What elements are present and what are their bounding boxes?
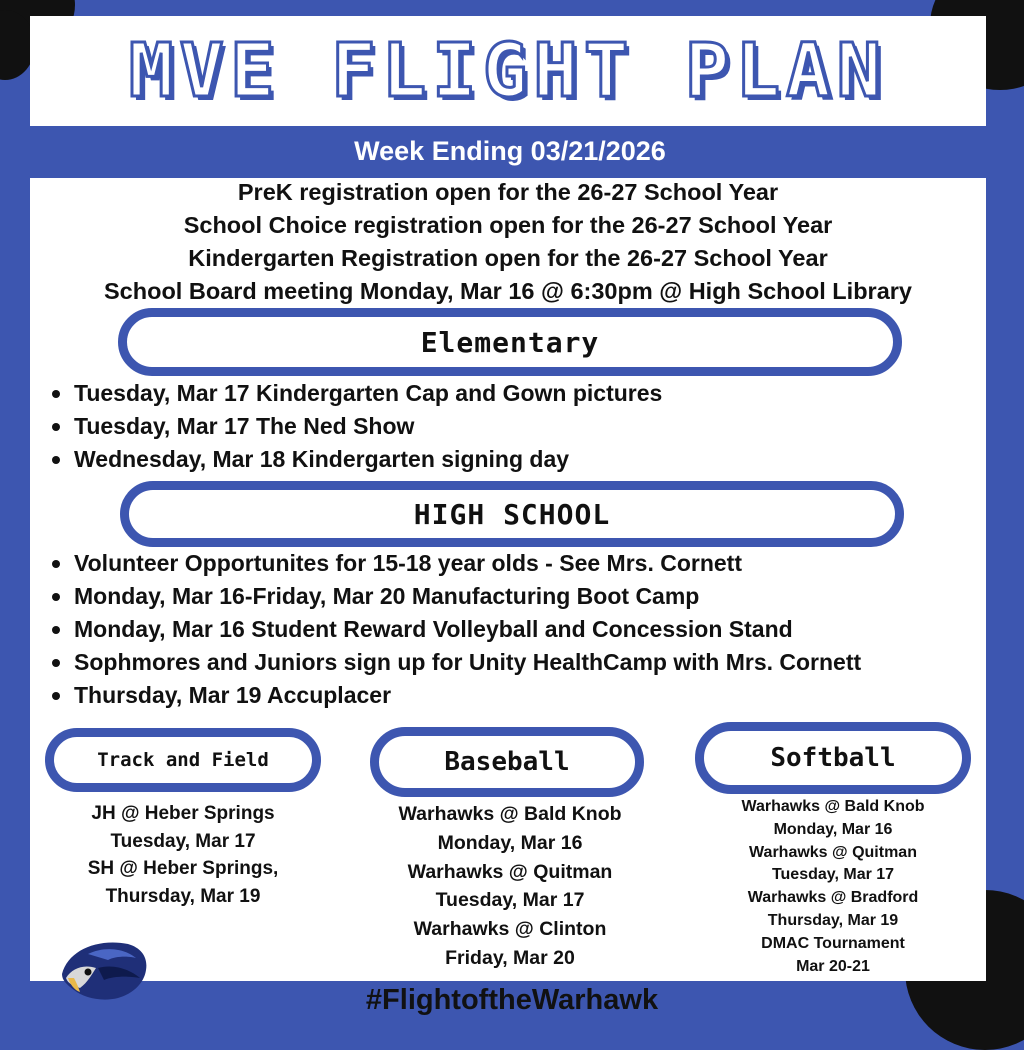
week-ending-label: Week Ending 03/21/2026: [354, 136, 666, 166]
baseball-line: Friday, Mar 20: [445, 946, 575, 969]
baseball-heading-label: Baseball: [444, 747, 570, 777]
announcement-4: School Board meeting Monday, Mar 16 @ 6:30pm @ High School Library: [104, 278, 912, 304]
softball-line: Warhawks @ Quitman: [749, 843, 917, 861]
elementary-list: [30, 377, 662, 476]
softball-heading-label: Softball: [770, 743, 896, 773]
baseball-line: Monday, Mar 16: [437, 831, 583, 854]
announcement-2: School Choice registration open for the 26-27 School Year: [183, 212, 833, 238]
track-schedule: [42, 800, 324, 910]
baseball-line: Tuesday, Mar 17: [435, 889, 585, 912]
baseball-line: Warhawks @ Quitman: [407, 860, 613, 883]
list-item: Monday, Mar 16 Student Reward Volleyball and Concession Stand: [30, 613, 861, 646]
high-school-list: [30, 547, 861, 712]
softball-heading: [695, 722, 971, 794]
list-item: Tuesday, Mar 17 Kindergarten Cap and Gown pictures: [30, 377, 662, 410]
softball-line: DMAC Tournament: [761, 934, 905, 952]
softball-line: Thursday, Mar 19: [767, 911, 899, 929]
softball-line: Tuesday, Mar 17: [771, 866, 895, 884]
baseball-heading: [370, 727, 644, 797]
list-item: Tuesday, Mar 17 The Ned Show: [30, 410, 662, 443]
high-school-heading-label: HIGH SCHOOL: [413, 497, 611, 531]
high-school-heading: [120, 481, 904, 547]
title-banner: [30, 16, 986, 126]
softball-line: Monday, Mar 16: [773, 820, 893, 838]
track-line: Thursday, Mar 19: [105, 885, 261, 907]
softball-line: Warhawks @ Bradford: [747, 889, 919, 907]
baseball-line: Warhawks @ Clinton: [413, 918, 607, 941]
list-item: Monday, Mar 16-Friday, Mar 20 Manufacturing Boot Camp: [30, 580, 861, 613]
softball-line: Mar 20-21: [796, 957, 870, 975]
page-title: MVE FLIGHT PLAN: [128, 28, 888, 114]
list-item: Wednesday, Mar 18 Kindergarten signing day: [30, 443, 662, 476]
elementary-heading-label: Elementary: [420, 325, 600, 359]
baseball-line: Warhawks @ Bald Knob: [398, 803, 622, 825]
track-heading: [45, 728, 321, 792]
announcement-1: PreK registration open for the 26-27 School Year: [237, 179, 779, 205]
hashtag-footer: #FlightoftheWarhawk: [365, 984, 659, 1016]
softball-line: Warhawks @ Bald Knob: [741, 798, 925, 815]
track-line: Tuesday, Mar 17: [110, 830, 256, 852]
list-item: Volunteer Opportunites for 15-18 year olds - See Mrs. Cornett: [30, 547, 861, 580]
baseball-schedule: [360, 800, 660, 973]
list-item: Thursday, Mar 19 Accuplacer: [30, 679, 861, 712]
track-line: SH @ Heber Springs,: [87, 858, 279, 879]
announcement-3: Kindergarten Registration open for the 26-27 School Year: [188, 245, 828, 271]
list-item: Sophmores and Juniors sign up for Unity HealthCamp with Mrs. Cornett: [30, 646, 861, 679]
track-line: JH @ Heber Springs: [91, 803, 275, 824]
softball-schedule: [678, 796, 988, 978]
elementary-heading: [118, 308, 902, 376]
track-heading-label: Track and Field: [97, 749, 269, 771]
content-panel: [30, 178, 986, 981]
